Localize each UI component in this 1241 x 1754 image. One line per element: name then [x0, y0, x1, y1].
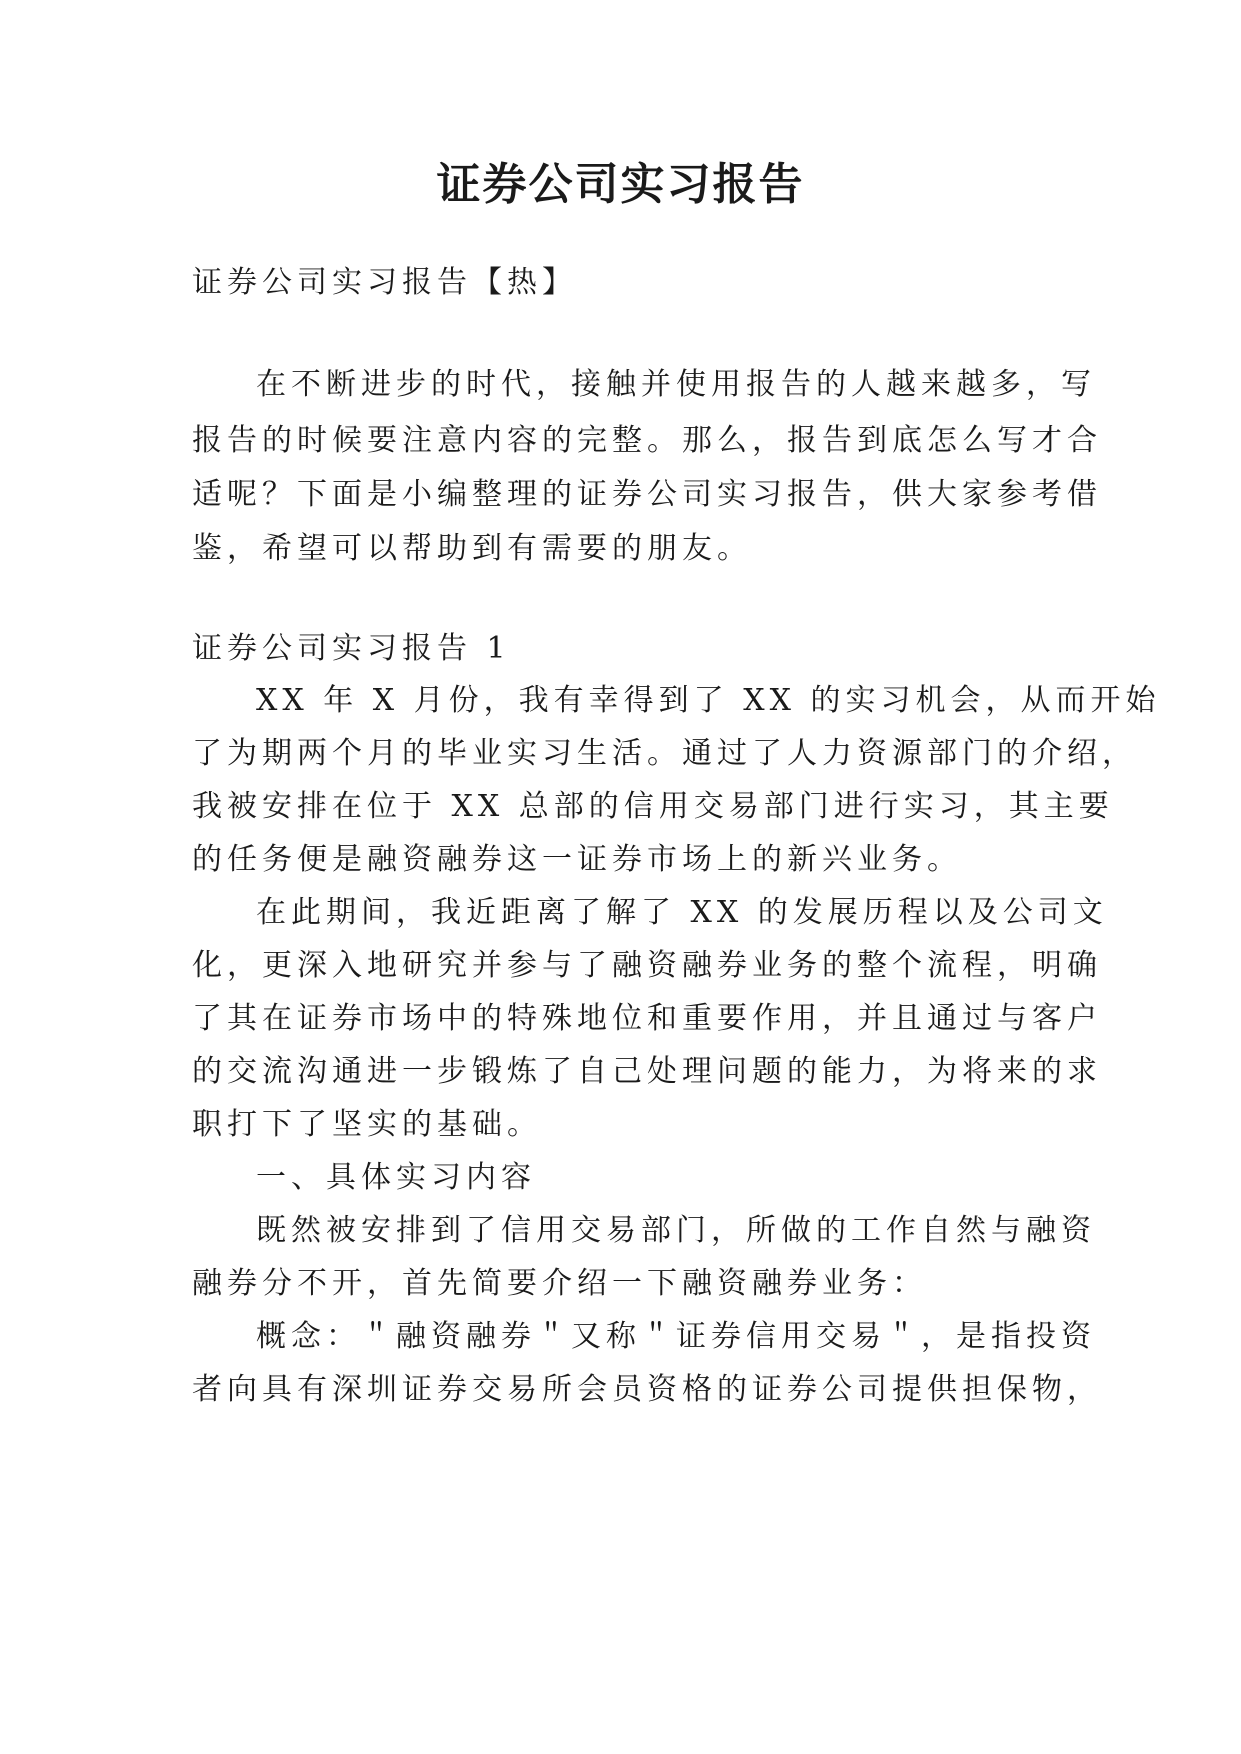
intro-line: 报告的时候要注意内容的完整。那么，报告到底怎么写才合: [192, 423, 1102, 458]
paragraph-line: 我被安排在位于 XX 总部的信用交易部门进行实习，其主要: [192, 789, 1114, 824]
section-heading: 证券公司实习报告 1: [192, 631, 511, 666]
paragraph-line: XX 年 X 月份，我有幸得到了 XX 的实习机会，从而开始: [256, 683, 1161, 718]
paragraph-line: 的交流沟通进一步锻炼了自己处理问题的能力，为将来的求: [192, 1054, 1102, 1089]
intro-line: 鉴，希望可以帮助到有需要的朋友。: [192, 531, 752, 566]
intro-line: 适呢？下面是小编整理的证券公司实习报告，供大家参考借: [192, 477, 1102, 512]
paragraph-line: 既然被安排到了信用交易部门，所做的工作自然与融资: [256, 1213, 1096, 1248]
paragraph-line: 概念：＂融资融券＂又称＂证券信用交易＂，是指投资: [256, 1319, 1096, 1354]
paragraph-line: 化，更深入地研究并参与了融资融券业务的整个流程，明确: [192, 948, 1102, 983]
intro-line: 在不断进步的时代，接触并使用报告的人越来越多，写: [256, 367, 1096, 402]
paragraph-line: 者向具有深圳证券交易所会员资格的证券公司提供担保物，: [192, 1372, 1102, 1407]
paragraph-line: 融券分不开，首先简要介绍一下融资融券业务：: [192, 1266, 927, 1301]
paragraph-line: 职打下了坚实的基础。: [192, 1107, 542, 1142]
document-title: 证券公司实习报告: [436, 159, 805, 210]
paragraph-line: 了其在证券市场中的特殊地位和重要作用，并且通过与客户: [192, 1001, 1102, 1036]
paragraph-line: 在此期间，我近距离了解了 XX 的发展历程以及公司文: [256, 895, 1108, 930]
sub-heading: 一、具体实习内容: [256, 1160, 536, 1195]
paragraph-line: 的任务便是融资融券这一证券市场上的新兴业务。: [192, 842, 962, 877]
paragraph-line: 了为期两个月的毕业实习生活。通过了人力资源部门的介绍，: [192, 736, 1137, 771]
document-subtitle: 证券公司实习报告【热】: [192, 265, 577, 300]
